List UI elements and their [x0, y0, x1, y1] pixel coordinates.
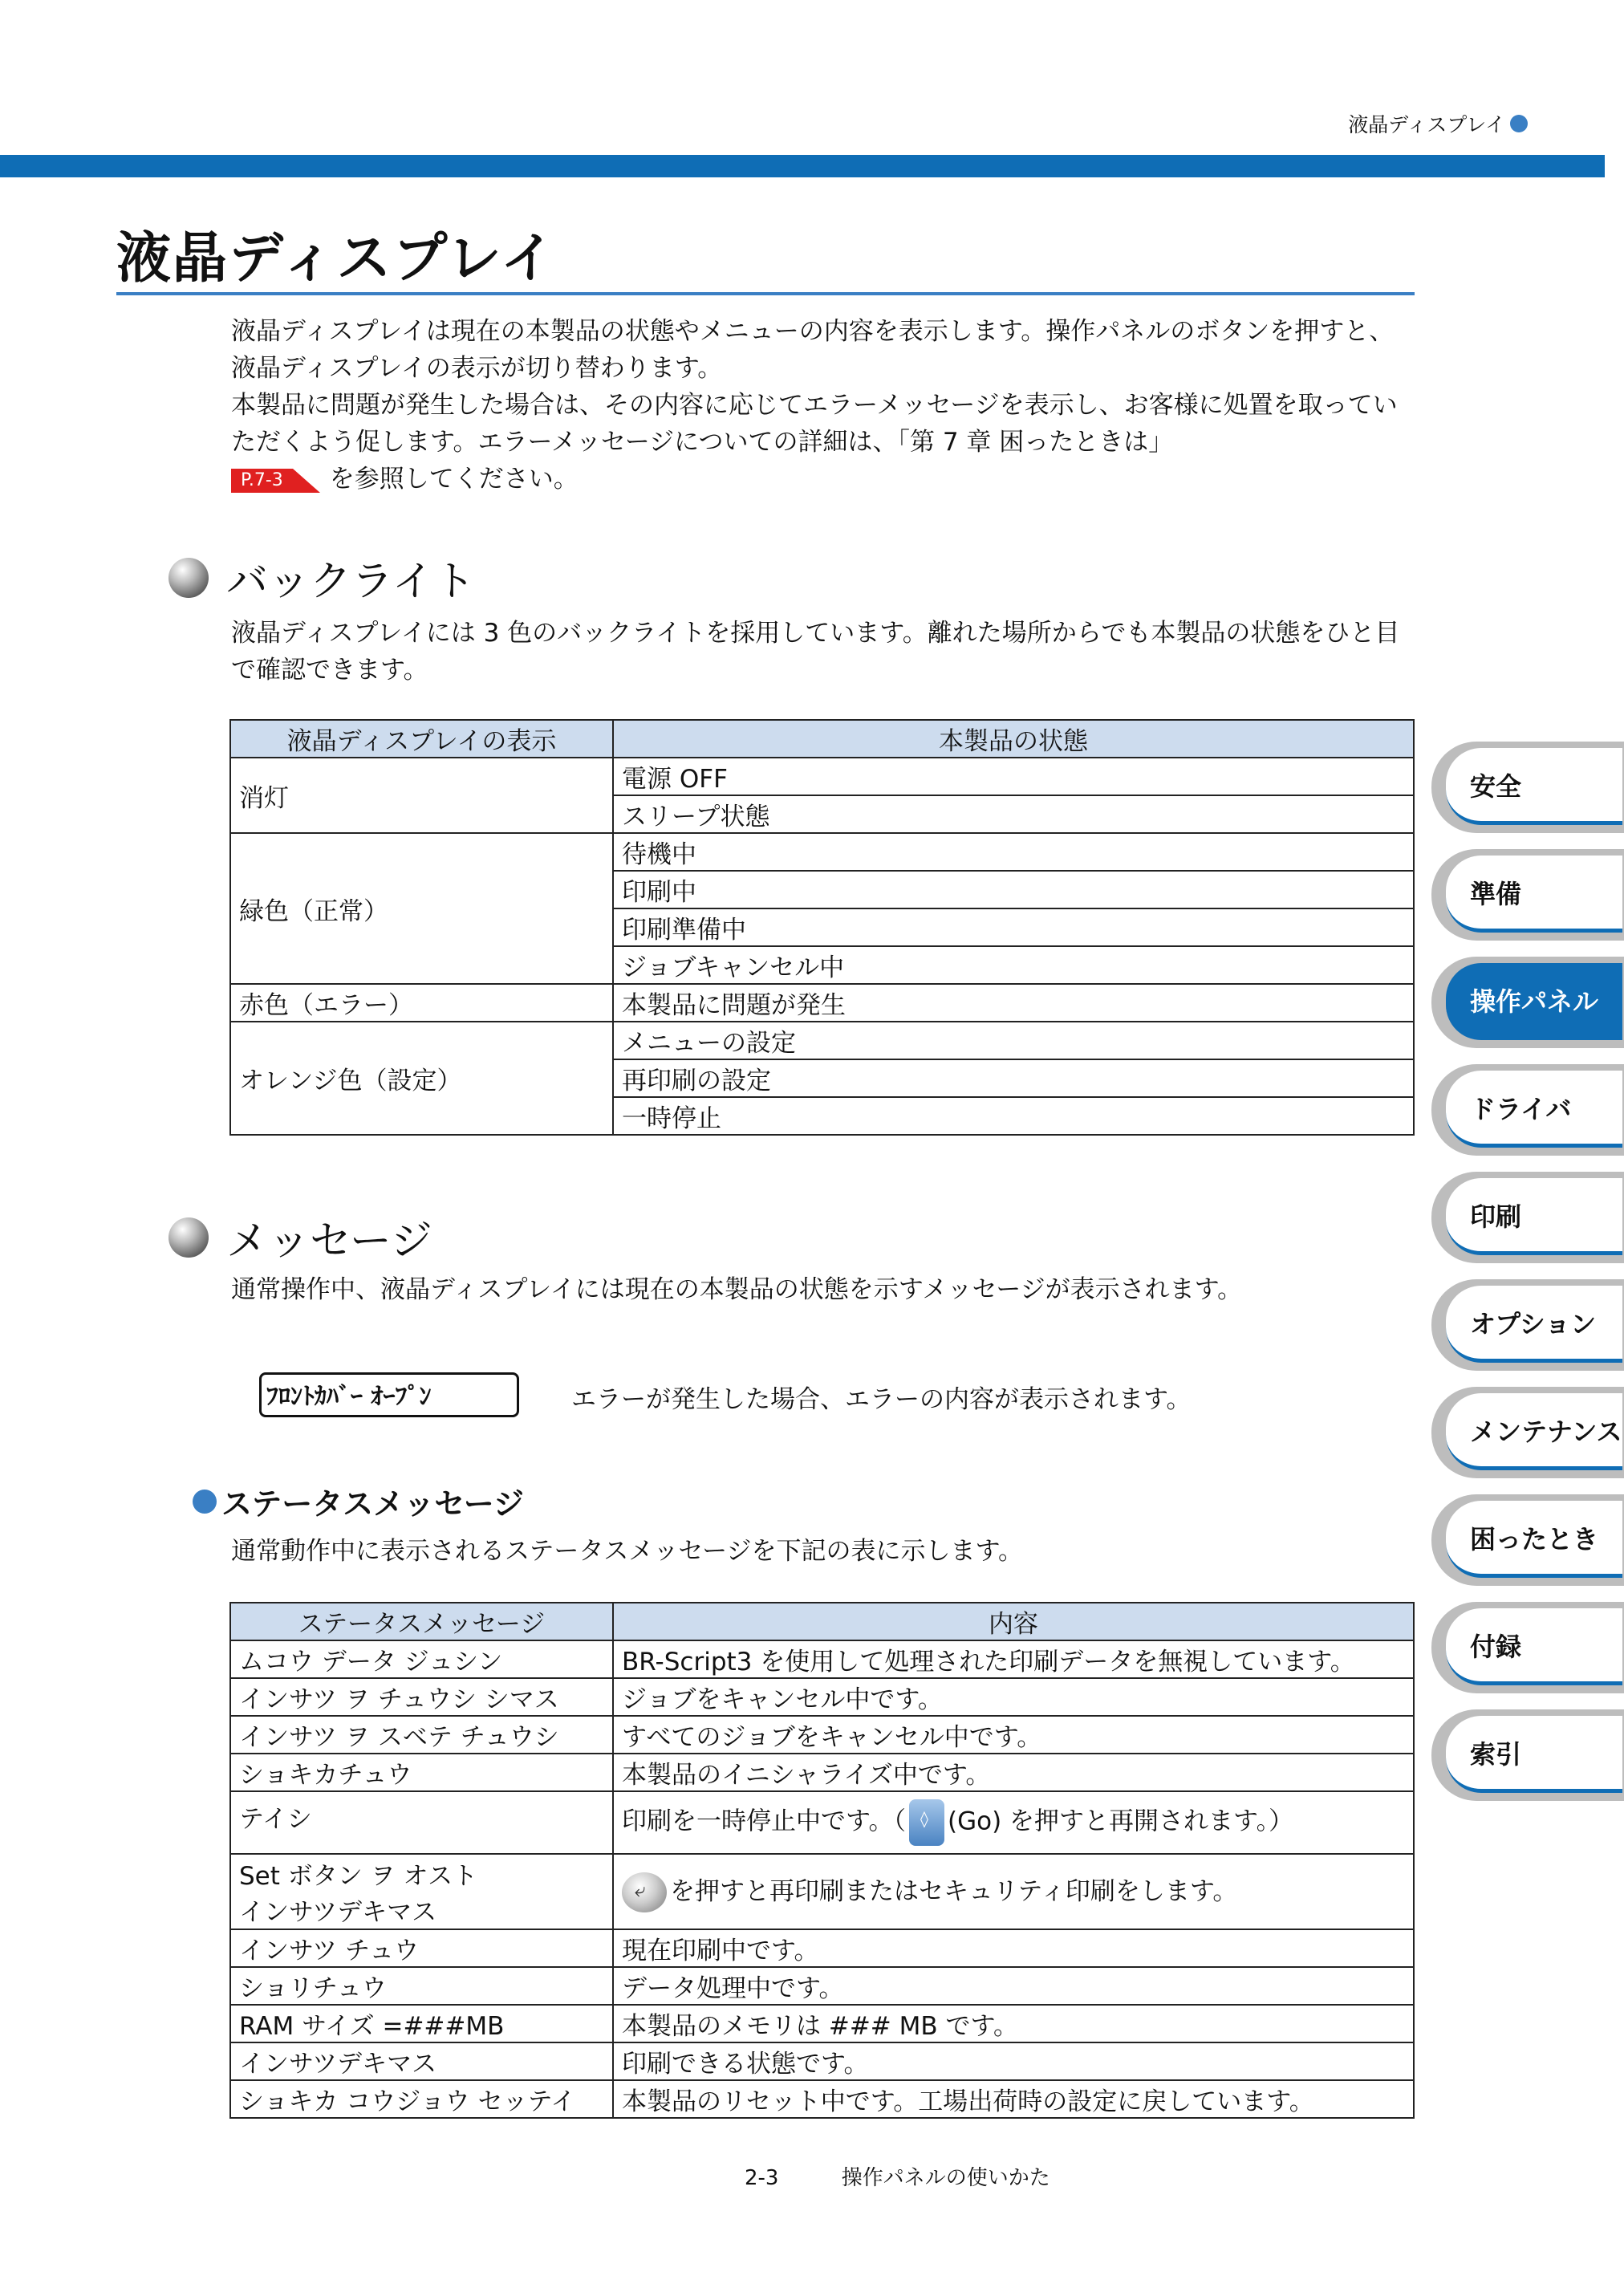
backlight-text: 液晶ディスプレイには 3 色のバックライトを採用しています。離れた場所からでも本製品の状態をひと目で確認できます。: [231, 619, 1400, 685]
table-row: [230, 1640, 1414, 1678]
section-heading-message: [168, 1207, 432, 1267]
bullet-dot-icon: [1510, 115, 1528, 132]
description-cell: ジョブをキャンセル中です。: [613, 1678, 1414, 1716]
description-cell: 本製品のリセット中です。工場出荷時の設定に戻しています。: [613, 2080, 1414, 2118]
tab-label: オプション: [1470, 1309, 1597, 1339]
table-row: [230, 2080, 1414, 2118]
message-cell: ショリチュウ: [230, 1967, 613, 2005]
table-row: [230, 2042, 1414, 2080]
description-cell: 印刷できる状態です。: [613, 2042, 1414, 2080]
tab-options[interactable]: [1428, 1276, 1605, 1374]
tab-appendix[interactable]: [1428, 1599, 1605, 1697]
description-cell: BR-Script3 を使用して処理された印刷データを無視しています。: [613, 1640, 1414, 1678]
tab-index[interactable]: [1428, 1706, 1605, 1804]
message-cell: [230, 1854, 613, 1929]
message-cell: ショキカチュウ: [230, 1754, 613, 1791]
description-cell: 本製品のイニシャライズ中です。: [613, 1754, 1414, 1791]
page-title: 液晶ディスプレイ: [116, 227, 557, 291]
lcd-sample-caption: エラーが発生した場合、エラーの内容が表示されます。: [571, 1385, 1192, 1414]
table-row: [230, 1678, 1414, 1716]
state-cell: ジョブキャンセル中: [613, 946, 1414, 984]
tab-label: 印刷: [1470, 1201, 1522, 1232]
table-row: [230, 1854, 1414, 1929]
page-ref-link[interactable]: P.7-3: [231, 469, 293, 493]
tab-label: 索引: [1470, 1739, 1522, 1770]
table-row: [230, 833, 1414, 871]
header-cell: 本製品の状態: [613, 720, 1414, 758]
state-cell: スリープ状態: [613, 795, 1414, 833]
tab-label: メンテナンス: [1470, 1416, 1622, 1447]
description-cell: データ処理中です。: [613, 1967, 1414, 2005]
section-heading-backlight: [168, 547, 475, 608]
description-text: (Go) を押すと再開されます。）: [948, 1807, 1294, 1836]
set-button-icon: [622, 1872, 667, 1912]
tab-label: 操作パネル: [1470, 986, 1599, 1017]
description-text: を押すと再印刷またはセキュリティ印刷をします。: [670, 1876, 1238, 1906]
intro-line-3: [231, 461, 1415, 498]
tab-label: 安全: [1470, 771, 1522, 802]
message-text: 通常操作中、液晶ディスプレイには現在の本製品の状態を示すメッセージが表示されます。: [231, 1275, 1243, 1304]
state-cell: 印刷準備中: [613, 908, 1414, 946]
state-cell: 印刷中: [613, 871, 1414, 908]
table-row: [230, 1967, 1414, 2005]
state-cell: 待機中: [613, 833, 1414, 871]
tab-safety[interactable]: [1428, 738, 1605, 836]
table-row: [230, 1754, 1414, 1791]
message-line: インサツデキマス: [239, 1898, 437, 1927]
display-cell: 消灯: [230, 758, 613, 833]
message-heading: メッセージ: [226, 1217, 432, 1266]
backlight-heading: バックライト: [226, 558, 476, 606]
header-bar: [0, 155, 1605, 177]
header-cell: ステータスメッセージ: [230, 1603, 613, 1640]
footer-section: 操作パネルの使いかた: [841, 2166, 1050, 2190]
header-cell: 内容: [613, 1603, 1414, 1640]
state-cell: 本製品に問題が発生: [613, 984, 1414, 1022]
table-row: [230, 984, 1414, 1022]
tab-printing[interactable]: [1428, 1169, 1605, 1266]
tab-troubleshooting[interactable]: [1428, 1491, 1605, 1589]
state-cell: 再印刷の設定: [613, 1059, 1414, 1097]
lcd-sample-display: ﾌﾛﾝﾄｶﾊﾞｰ ｵｰﾌﾟﾝ: [259, 1372, 519, 1417]
message-cell: インサツ ヲ スベテ チュウシ: [230, 1716, 613, 1754]
state-cell: メニューの設定: [613, 1022, 1414, 1059]
page-number: 2-3: [745, 2166, 779, 2190]
message-cell: テイシ: [230, 1791, 613, 1854]
intro-paragraph: [231, 313, 1415, 498]
status-table: [229, 1602, 1415, 2119]
intro-line-3-text: を参照してください。: [329, 465, 579, 494]
table-row: [230, 1022, 1414, 1059]
display-cell: オレンジ色（設定）: [230, 1022, 613, 1135]
tab-label: 準備: [1470, 879, 1522, 909]
intro-line-2: 本製品に問題が発生した場合は、その内容に応じてエラーメッセージを表示し、お客様に処置を取っていただくよう促します。エラーメッセージについての詳細は、「第 7 章 困ったときは」: [231, 391, 1398, 457]
tab-driver[interactable]: [1428, 1061, 1605, 1159]
description-cell: 現在印刷中です。: [613, 1929, 1414, 1967]
table-row: [230, 758, 1414, 795]
state-cell: 電源 OFF: [613, 758, 1414, 795]
message-cell: RAM サイズ =###MB: [230, 2005, 613, 2042]
backlight-table: [229, 719, 1415, 1136]
message-cell: ムコウ データ ジュシン: [230, 1640, 613, 1678]
message-cell: インサツデキマス: [230, 2042, 613, 2080]
table-row: [230, 1716, 1414, 1754]
table-header-row: [230, 1603, 1414, 1640]
status-text: 通常動作中に表示されるステータスメッセージを下記の表に示します。: [231, 1537, 1024, 1566]
tab-label: ドライバ: [1470, 1094, 1572, 1124]
title-underline: [116, 292, 1415, 295]
sphere-bullet-icon: [168, 1217, 209, 1258]
sphere-bullet-icon: [168, 558, 209, 598]
description-cell: [613, 1791, 1414, 1854]
tab-label: 付録: [1470, 1632, 1522, 1662]
running-title: 液晶ディスプレイ: [1348, 113, 1505, 136]
table-row: [230, 1791, 1414, 1854]
running-header: [1348, 109, 1528, 138]
status-heading: ステータスメッセージ: [221, 1486, 524, 1522]
table-header-row: [230, 720, 1414, 758]
description-cell: 本製品のメモリは ### MB です。: [613, 2005, 1414, 2042]
tab-preparation[interactable]: [1428, 846, 1605, 944]
display-cell: 赤色（エラー）: [230, 984, 613, 1022]
state-cell: 一時停止: [613, 1097, 1414, 1135]
description-cell: [613, 1854, 1414, 1929]
tab-maintenance[interactable]: [1428, 1384, 1622, 1481]
table-row: [230, 1929, 1414, 1967]
message-line: Set ボタン ヲ オスト: [239, 1862, 478, 1891]
message-cell: インサツ ヲ チュウシ シマス: [230, 1678, 613, 1716]
header-cell: 液晶ディスプレイの表示: [230, 720, 613, 758]
message-cell: ショキカ コウジョウ セッテイ: [230, 2080, 613, 2118]
description-cell: すべてのジョブをキャンセル中です。: [613, 1716, 1414, 1754]
tab-control-panel[interactable]: [1428, 953, 1605, 1051]
blue-dot-icon: [193, 1490, 217, 1514]
tab-label: 困ったとき: [1470, 1524, 1599, 1555]
page-footer: [745, 2161, 1050, 2191]
table-row: [230, 2005, 1414, 2042]
subsection-heading-status: [193, 1479, 524, 1523]
intro-line-1: 液晶ディスプレイは現在の本製品の状態やメニューの内容を表示します。操作パネルのボタンを押すと、液晶ディスプレイの表示が切り替わります。: [231, 317, 1395, 383]
description-text: 印刷を一時停止中です。（: [622, 1807, 907, 1836]
message-cell: インサツ チュウ: [230, 1929, 613, 1967]
go-button-icon: [909, 1799, 944, 1846]
display-cell: 緑色（正常）: [230, 833, 613, 984]
